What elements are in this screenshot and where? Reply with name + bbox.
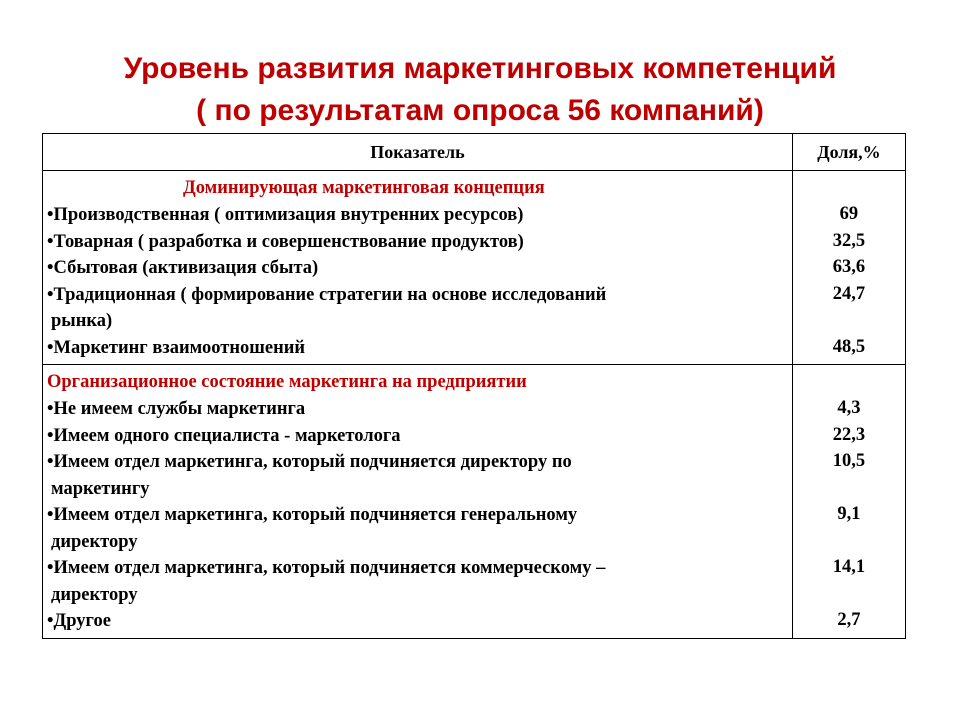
- list-item: •Сбытовая (активизация сбыта): [47, 258, 319, 278]
- share-value: 24,7: [832, 283, 866, 304]
- indicator-cell: [43, 365, 793, 639]
- list-item: директору: [51, 584, 138, 605]
- list-item: маркетингу: [51, 478, 150, 499]
- table-body: [43, 171, 906, 639]
- share-value: 14,1: [832, 557, 866, 577]
- share-cell: [792, 171, 905, 365]
- share-value: 4,3: [837, 398, 861, 418]
- table-row: [43, 171, 906, 365]
- indicator-cell: [43, 171, 793, 365]
- list-item: •Товарная ( разработка и совершенствование продуктов): [47, 231, 524, 252]
- section-heading: Организационное состояние маркетинга на предприятии: [47, 372, 527, 392]
- list-item: •Не имеем службы маркетинга: [47, 399, 306, 419]
- share-value: 2,7: [837, 610, 861, 630]
- list-item: •Производственная ( оптимизация внутренних ресурсов): [47, 205, 524, 225]
- list-item: •Традиционная ( формирование стратегии на основе исследований: [47, 284, 607, 305]
- list-item: директору: [51, 531, 138, 552]
- share-value: 32,5: [832, 230, 866, 251]
- share-value: 9,1: [837, 504, 861, 524]
- table-header-row: [43, 134, 906, 171]
- list-item: •Другое: [47, 611, 111, 631]
- title-line-2: ( по результатам опроса 56 компаний): [196, 94, 764, 127]
- list-item: рынка): [51, 311, 113, 331]
- slide-title: [0, 48, 960, 132]
- list-item: •Маркетинг взаимоотношений: [47, 337, 306, 358]
- list-item: •Имеем отдел маркетинга, который подчиняется генеральному: [47, 505, 578, 525]
- section-heading: Доминирующая маркетинговая концепция: [183, 178, 545, 198]
- table-row: [43, 365, 906, 639]
- share-value: 48,5: [832, 336, 866, 357]
- list-item: •Имеем отдел маркетинга, который подчиняется коммерческому –: [47, 558, 606, 578]
- share-value: 63,6: [832, 257, 866, 277]
- share-value: 69: [839, 204, 859, 224]
- share-value: 22,3: [832, 424, 866, 445]
- header-indicator: Показатель: [43, 134, 793, 171]
- list-item: •Имеем одного специалиста - маркетолога: [47, 425, 401, 446]
- competence-table: [42, 133, 906, 639]
- share-cell: [792, 365, 905, 639]
- share-value: 10,5: [832, 451, 866, 471]
- list-item: •Имеем отдел маркетинга, который подчиняется директору по: [47, 452, 572, 472]
- header-share: Доля,%: [792, 134, 905, 171]
- title-line-1: Уровень развития маркетинговых компетенций: [123, 52, 837, 85]
